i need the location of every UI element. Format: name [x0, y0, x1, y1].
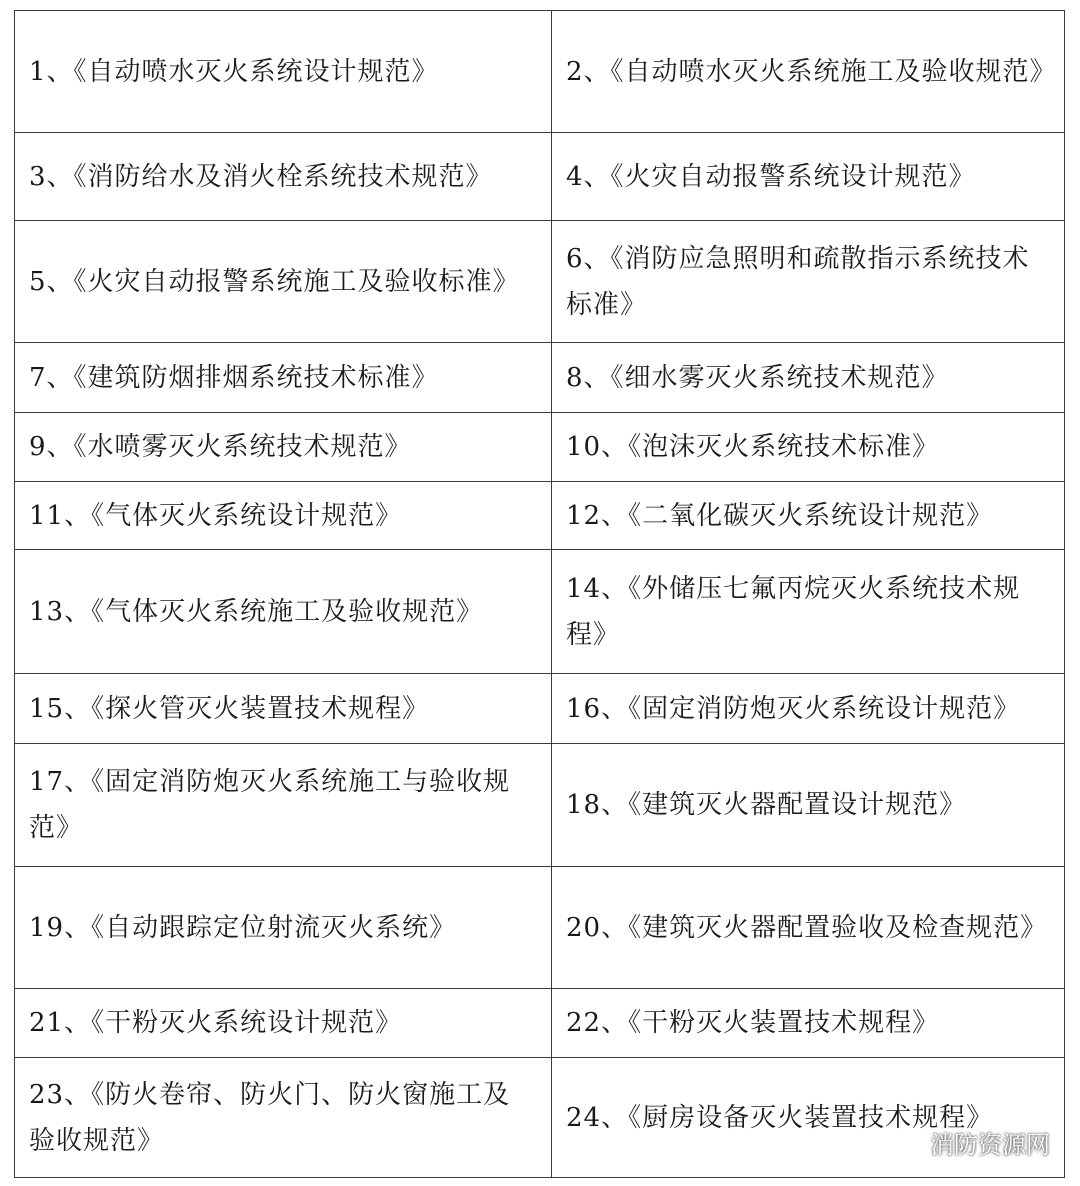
table-cell: 22、《干粉灭火装置技术规程》 [552, 989, 1065, 1058]
table-cell: 9、《水喷雾灭火系统技术规范》 [15, 413, 552, 482]
table-cell: 13、《气体灭火系统施工及验收规范》 [15, 550, 552, 674]
table-cell: 8、《细水雾灭火系统技术规范》 [552, 343, 1065, 413]
table-cell: 15、《探火管灭火装置技术规程》 [15, 674, 552, 744]
table-cell: 21、《干粉灭火系统设计规范》 [15, 989, 552, 1058]
table-cell: 19、《自动跟踪定位射流灭火系统》 [15, 867, 552, 989]
table-row [15, 989, 1065, 1058]
table-cell: 2、《自动喷水灭火系统施工及验收规范》 [552, 11, 1065, 133]
table-cell: 6、《消防应急照明和疏散指示系统技术标准》 [552, 221, 1065, 343]
table-row [15, 343, 1065, 413]
table-cell: 12、《二氧化碳灭火系统设计规范》 [552, 482, 1065, 550]
table-cell: 11、《气体灭火系统设计规范》 [15, 482, 552, 550]
table-cell: 20、《建筑灭火器配置验收及检查规范》 [552, 867, 1065, 989]
table-cell: 5、《火灾自动报警系统施工及验收标准》 [15, 221, 552, 343]
table-cell: 17、《固定消防炮灭火系统施工与验收规范》 [15, 744, 552, 867]
table-row [15, 550, 1065, 674]
table-cell: 18、《建筑灭火器配置设计规范》 [552, 744, 1065, 867]
standards-table [14, 10, 1065, 1178]
table-row [15, 11, 1065, 133]
table-row [15, 744, 1065, 867]
table-row [15, 413, 1065, 482]
watermark [888, 1125, 1050, 1160]
table-row [15, 482, 1065, 550]
table-row [15, 674, 1065, 744]
table-cell: 3、《消防给水及消火栓系统技术规范》 [15, 133, 552, 221]
wechat-icon [888, 1128, 922, 1158]
table-cell: 7、《建筑防烟排烟系统技术标准》 [15, 343, 552, 413]
table-row [15, 867, 1065, 989]
table-cell: 23、《防火卷帘、防火门、防火窗施工及验收规范》 [15, 1058, 552, 1178]
table-cell: 14、《外储压七氟丙烷灭火系统技术规程》 [552, 550, 1065, 674]
table-cell: 1、《自动喷水灭火系统设计规范》 [15, 11, 552, 133]
table-cell: 10、《泡沫灭火系统技术标准》 [552, 413, 1065, 482]
table-cell: 24、《厨房设备灭火装置技术规程》 [552, 1058, 1065, 1178]
table-row [15, 133, 1065, 221]
table-cell: 4、《火灾自动报警系统设计规范》 [552, 133, 1065, 221]
watermark-text: 消防资源网 [930, 1131, 1050, 1159]
table-cell: 16、《固定消防炮灭火系统设计规范》 [552, 674, 1065, 744]
table-row [15, 221, 1065, 343]
